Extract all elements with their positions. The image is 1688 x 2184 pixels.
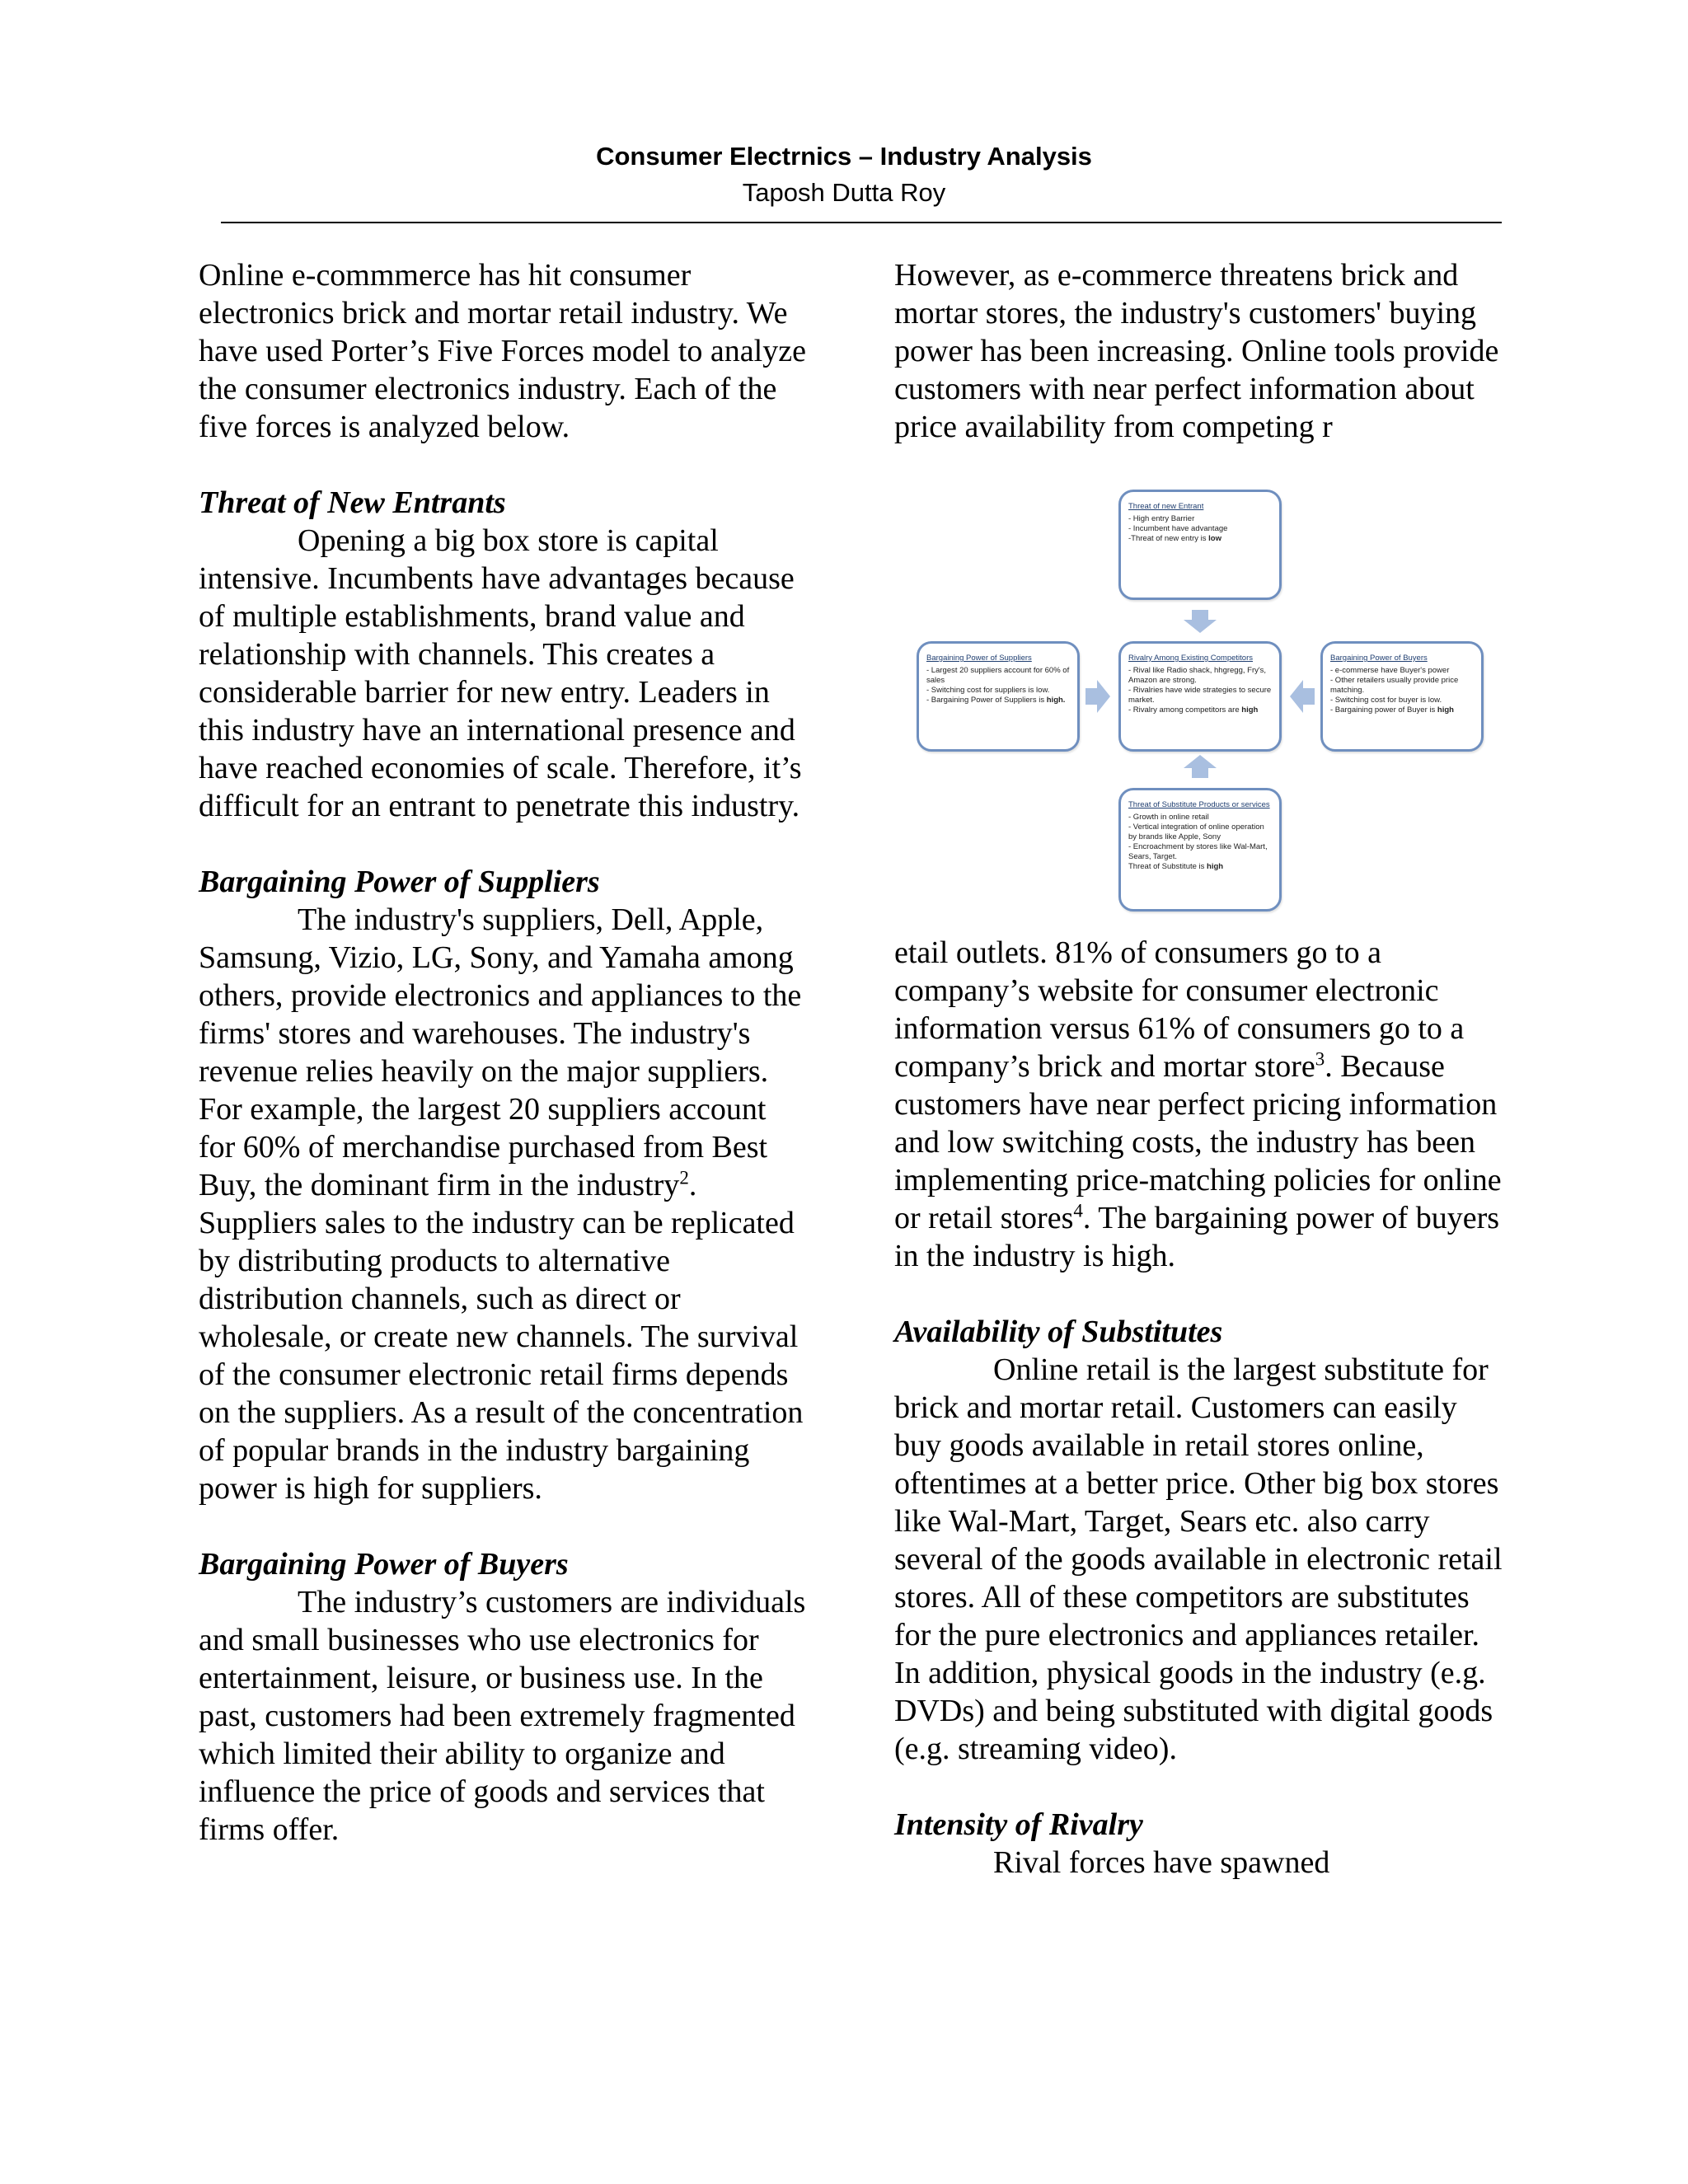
- node-line-text: - Rivalry among competitors are: [1128, 705, 1242, 715]
- rivalry-paragraph: Rival forces have spawned: [993, 1845, 1330, 1880]
- node-title: Bargaining Power of Buyers: [1330, 654, 1428, 663]
- arrow-down: [1184, 610, 1217, 633]
- node-line: - Rivalries have wide strategies to secure market.: [1128, 686, 1272, 705]
- node-line: - Other retailers usually provide price matching.: [1330, 676, 1459, 695]
- buyers-continuation-paragraph: [894, 934, 1504, 1275]
- continuation-text-b: . Because customers have near perfect pricing information and low switching costs, the industry has been implementing price-matching policies for online or retail stores: [894, 1049, 1502, 1235]
- node-line-emphasis: high: [1207, 862, 1224, 871]
- right-column-top: [894, 256, 1504, 446]
- node-line-emphasis: high: [1241, 705, 1259, 715]
- suppliers-paragraph: [199, 901, 809, 1507]
- node-bargaining-power-suppliers: [917, 641, 1080, 752]
- node-rivalry-among-competitors: [1118, 641, 1282, 752]
- document-author: Taposh Dutta Roy: [742, 178, 946, 207]
- suppliers-text-b: . Suppliers sales to the industry can be replicated by distributing products to alternative distribution channels, such as direct or wholesale, or create new channels. The survival of the consumer electronic retail firms depends on the suppliers. As a result of the concentration of popular brands in the industry bargaining power is high for suppliers.: [199, 1168, 804, 1506]
- node-line-text: - Bargaining Power of Suppliers is: [926, 696, 1047, 705]
- node-line-text: Threat of Substitute is: [1128, 862, 1207, 871]
- heading-rivalry: Intensity of Rivalry: [894, 1807, 1143, 1842]
- node-line-text: - Bargaining power of Buyer is: [1330, 705, 1437, 715]
- buyers-paragraph: The industry’s customers are individuals and small businesses who use electronics for entertainment, leisure, or business use. In the past, customers had been extremely fragmented which limited their ability to organize and influence the price of goods and services that firms offer.: [199, 1585, 806, 1847]
- node-line: - Growth in online retail: [1128, 813, 1209, 822]
- heading-new-entrants: Threat of New Entrants: [199, 485, 506, 520]
- heading-suppliers: Bargaining Power of Suppliers: [199, 865, 600, 899]
- node-title: Rivalry Among Existing Competitors: [1128, 654, 1253, 663]
- intro-paragraph: Online e-commmerce has hit consumer electronics brick and mortar retail industry. We have used Porter’s Five Forces model to analyze the consumer electronics industry. Each of the five forces is analyzed below.: [199, 258, 806, 444]
- node-threat-of-new-entrant: [1118, 490, 1282, 600]
- porter-five-forces-diagram: [911, 485, 1488, 913]
- substitutes-paragraph: Online retail is the largest substitute for brick and mortar retail. Customers can easily buy goods available in retail stores online, oftentimes at a better price. Other big box stores like Wal-Mart, Target, Sears etc. also carry several of the goods available in electronic retail stores. All of these competitors are substitutes for the pure electronics and appliances retailer. In addition, physical goods in the industry (e.g. DVDs) and being substituted with digital goods (e.g. streaming video).: [894, 1352, 1503, 1766]
- node-line: - Vertical integration of online operation by brands like Apple, Sony: [1128, 823, 1264, 841]
- left-column: [199, 256, 809, 1849]
- node-line: [1128, 705, 1273, 715]
- node-title: Bargaining Power of Suppliers: [926, 654, 1032, 663]
- footnote-ref-3: 3: [1315, 1048, 1325, 1070]
- node-line: [1128, 534, 1273, 544]
- node-line: [926, 696, 1071, 705]
- node-title: Threat of new Entrant: [1128, 502, 1204, 511]
- node-line-emphasis: high.: [1046, 696, 1066, 705]
- node-line: - e-commerse have Buyer's power: [1330, 666, 1450, 675]
- node-line: - Switching cost for buyer is low.: [1330, 696, 1442, 705]
- node-line: - Encroachment by stores like Wal-Mart, Sears, Target.: [1128, 842, 1268, 861]
- node-line-text: -Threat of new entry is: [1128, 534, 1209, 543]
- node-threat-of-substitutes: [1118, 788, 1282, 912]
- node-line: [1128, 862, 1273, 872]
- node-title: Threat of Substitute Products or services: [1128, 800, 1270, 809]
- header-divider: [221, 222, 1502, 223]
- node-line: [1330, 705, 1475, 715]
- right-column-bottom: [894, 934, 1504, 1882]
- node-line: - Switching cost for suppliers is low.: [926, 686, 1050, 695]
- node-line: - Rival like Radio shack, hhgregg, Fry's, Amazon are strong.: [1128, 666, 1267, 685]
- page-header: [0, 138, 1688, 211]
- arrow-up: [1184, 755, 1217, 778]
- continuation-text-c: . The bargaining power of buyers in the industry is high.: [894, 1201, 1500, 1273]
- node-line-emphasis: high: [1437, 705, 1454, 715]
- heading-buyers: Bargaining Power of Buyers: [199, 1547, 569, 1582]
- node-line: - High entry Barrier: [1128, 514, 1195, 523]
- heading-substitutes: Availability of Substitutes: [894, 1315, 1223, 1349]
- footnote-ref-4: 4: [1073, 1200, 1083, 1221]
- ecommerce-paragraph: However, as e-commerce threatens brick and mortar stores, the industry's customers' buying power has been increasing. Online tools provide customers with near perfect information about price availability from competing r: [894, 258, 1499, 444]
- node-line-emphasis: low: [1208, 534, 1221, 543]
- document-title: Consumer Electrnics – Industry Analysis: [596, 142, 1092, 171]
- continuation-text-a: etail outlets. 81% of consumers go to a company’s website for consumer electronic information versus 61% of consumers go to a company’s brick and mortar store: [894, 935, 1465, 1084]
- arrow-left: [1290, 680, 1315, 713]
- node-bargaining-power-buyers: [1320, 641, 1484, 752]
- footnote-ref-2: 2: [679, 1167, 689, 1188]
- arrow-right: [1085, 680, 1110, 713]
- node-line: - Largest 20 suppliers account for 60% of sales: [926, 666, 1070, 685]
- new-entrants-paragraph: Opening a big box store is capital intensive. Incumbents have advantages because of multiple establishments, brand value and relationship with channels. This creates a considerable barrier for new entry. Leaders in this industry have an international presence and have reached economies of scale. Therefore, it’s difficult for an entrant to penetrate this industry.: [199, 523, 802, 823]
- node-line: - Incumbent have advantage: [1128, 524, 1228, 533]
- suppliers-text-a: The industry's suppliers, Dell, Apple, Samsung, Vizio, LG, Sony, and Yamaha among others, provide electronics and appliances to the firms' stores and warehouses. The industry's revenue relies heavily on the major suppliers. For example, the largest 20 suppliers account for 60% of merchandise purchased from Best Buy, the dominant firm in the industry: [199, 902, 802, 1202]
